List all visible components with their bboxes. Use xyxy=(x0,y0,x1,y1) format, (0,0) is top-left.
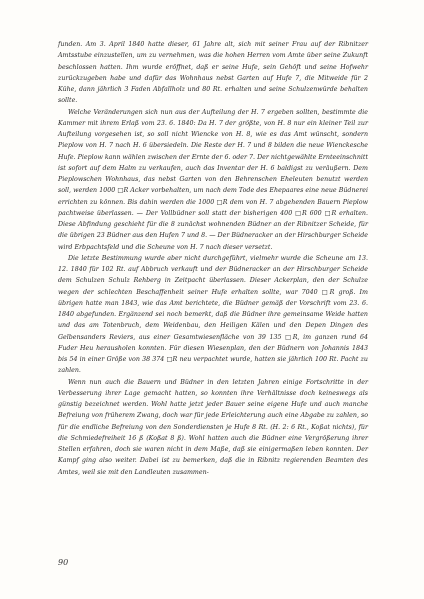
body-text xyxy=(58,39,368,478)
page-number: 90 xyxy=(58,558,69,567)
paragraph: Die letzte Bestimmung wurde aber nicht durchgeführt, vielmehr wurde die Scheune am 13. 12. 1840 für 102 Rt. auf Abbruch verkauft und der Büdneracker an der Hirschburger Scheide dem Schulzen Schulz Rehberg in Zeitpacht überlassen. Dieser Ackerplan, den der Schulze wegen der schlechten Beschaffenheit seiner Hufe erhalten sollte, war 7040 □R groß. Im übrigen hatte man 1843, wie das Amt berichtete, die Büdner gemäß der Vorschrift vom 23. 6. 1840 abgefunden. Ergänzend sei noch bemerkt, daß die Büdner ihre gemeinsame Weide hatten und das am Totenbruch, dem Weidenbau, den Heiligen Kälen und den Depen Dingen des Gelbensanders Reviers, aus einer Gesamtwiesenfläche von 39 135 □R, im ganzen rund 64 Fuder Heu herausholen konnten. Für diesen Wiesenplan, den der Büdnern von Johannis 1843 bis 54 in einer Größe von 38 374 □R neu verpachtet wurde, hatten sie jährlich 100 Rt. Pacht zu zahlen. xyxy=(58,254,368,375)
paragraph: Wenn nun auch die Bauern und Büdner in den letzten Jahren einige Fortschritte in der Verbesserung ihrer Lage gemacht hatten, so konnten ihre Verhältnisse doch keineswegs als günstig bezeichnet werden. Wohl hatte jetzt jeder Bauer seine eigene Hufe und auch manche Befreiung von früherem Zwang, doch war für jede Erleichterung auch eine Abgabe zu zahlen, so für die endliche Befreiung von den Sonderdiensten je Hufe 8 Rt. (H. 2: 6 Rt., Koßat nichts), für die Schmiedefreiheit 16 ß (Koßat 8 ß). Wohl hatten auch die Büdner eine Vergrößerung ihrer Stellen erfahren, doch sie waren nicht in dem Maße, daß sie einigermaßen leben konnten. Der Kampf ging also weiter. Dabei ist zu bemerken, daß die in Ribnitz regierenden Beamten des Amtes, weil sie mit den Landleuten zusammen- xyxy=(58,378,368,476)
paragraph: Welche Veränderungen sich nun aus der Aufteilung der H. 7 ergeben sollten, bestimmte die Kammer mit ihrem Erlaß vom 23. 6. 1840: Da H. 7 der größte, von H. 8 nur ein kleiner Teil zur Aufteilung vorgesehen ist, so soll nicht Wiencke von H. 8, wie es das Amt wünscht, sondern Pieplow von H. 7 nach H. 6 übersiedeln. Die Reste der H. 7 und 8 bilden die neue Wienckesche Hufe. Pieplow kann wählen zwischen der Ernte der 6. oder 7. Der nichtgewählte Ernteeinschnitt ist sofort auf dem Halm zu verkaufen, auch das Inventar der H. 6 baldigst zu veräußern. Dem Pieplowschen Wohnhaus, das nebst Garten von den Behrenschen Eheleuten benutzt werden soll, werden 1000 □R Acker vorbehalten, um nach dem Tode des Ehepaares eine neue Büdnerei errichten zu können. Bis dahin werden die 1000 □R dem von H. 7 abgehenden Bauern Pieplow pachtweise überlassen. — Der Vollbüdner soll statt der bisherigen 400 □R 600 □R erhalten. Diese Abfindung geschieht für die 8 zunächst wohnenden Büdner an der Ribnitzer Scheide, für die übrigen 23 Büdner aus den Hufen 7 und 8. — Der Büdneracker an der Hirschburger Scheide wird Erbpachtsfeld und die Scheune von H. 7 nach dieser versetzt. xyxy=(58,108,368,251)
paragraph: funden. Am 3. April 1840 hatte dieser, 61 Jahre alt, sich mit seiner Frau auf der Ribnitzer Amtsstube einzustellen, um zu vernehmen, was die hohen Herren vom Amte über seine Zukunft beschlossen hatten. Ihm wurde eröffnet, daß er seine Hufe, sein Gehöft und seine Hofwehr zurückzugeben habe und dafür das Wohnhaus nebst Garten auf Hufe 7, die Mitweide für 2 Kühe, dann jährlich 3 Faden Abfallholz und 80 Rt. erhalten und seine Schulzenwürde behalten sollte. xyxy=(58,41,368,105)
